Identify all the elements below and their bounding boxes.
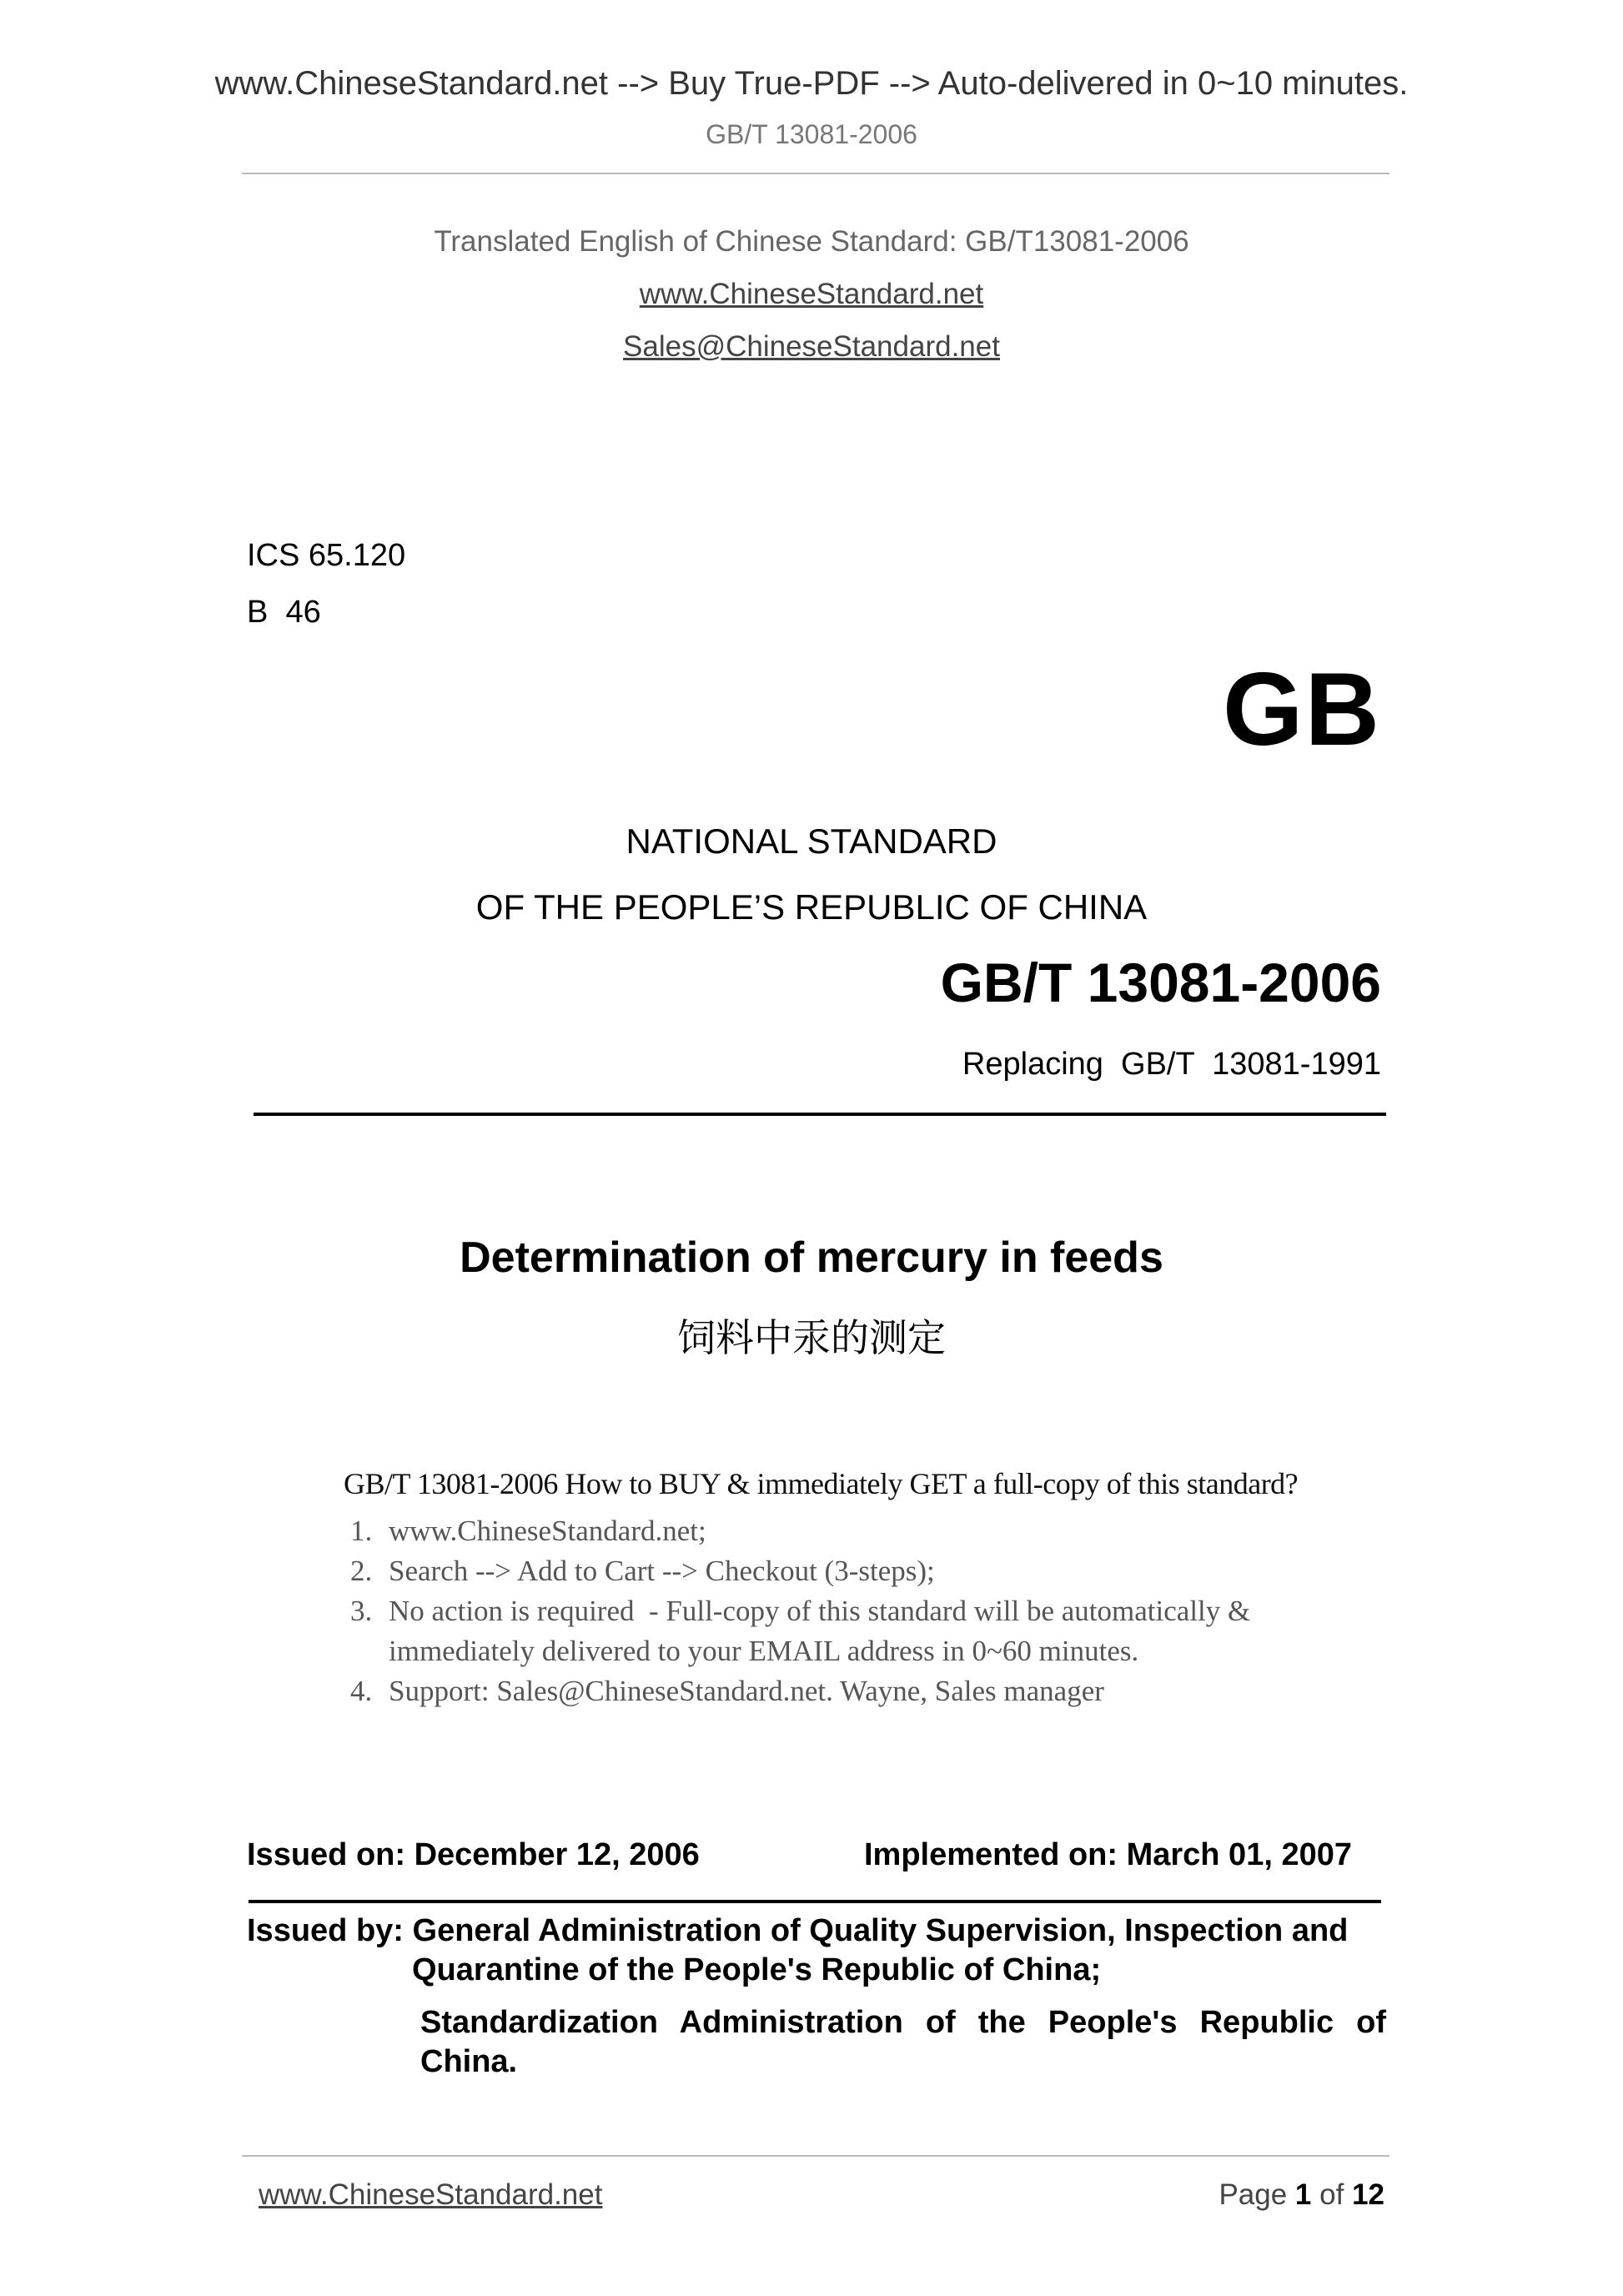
- website-link-wrapper: [0, 278, 1623, 311]
- list-item: [344, 1551, 1386, 1591]
- issued-on-date: Issued on: December 12, 2006: [247, 1837, 700, 1872]
- step-text: No action is required - Full-copy of this standard will be automatically & immediately delivered to your EMAIL address in 0~60 minutes.: [389, 1595, 1258, 1667]
- running-head: GB/T 13081-2006: [706, 119, 917, 149]
- purchase-box: [344, 1466, 1386, 1711]
- step-number: 2.: [350, 1555, 373, 1587]
- step-number: 1.: [350, 1515, 373, 1547]
- page-prefix: Page: [1219, 2178, 1288, 2211]
- title-chinese: 饲料中汞的测定: [677, 1315, 946, 1360]
- list-item: [344, 1671, 1386, 1711]
- header-divider: [242, 173, 1389, 174]
- email-link[interactable]: Sales@ChineseStandard.net: [623, 330, 1000, 363]
- title-divider: [254, 1113, 1386, 1116]
- national-standard-line1: NATIONAL STANDARD: [626, 821, 997, 861]
- list-item: [344, 1511, 1386, 1551]
- issuer-block: [247, 1912, 1386, 2082]
- implemented-on-date: Implemented on: March 01, 2007: [864, 1837, 1352, 1872]
- step-text: Support: Sales@ChineseStandard.net. Wayne, Sales manager: [389, 1675, 1104, 1707]
- page-of: of: [1319, 2178, 1344, 2211]
- gb-logo: GB: [1223, 652, 1381, 767]
- step-text: Search --> Add to Cart --> Checkout (3-steps);: [389, 1555, 935, 1587]
- issue-divider: [249, 1900, 1381, 1903]
- title-english: Determination of mercury in feeds: [460, 1233, 1163, 1282]
- ics-code: ICS 65.120: [247, 538, 406, 573]
- top-banner: www.ChineseStandard.net --> Buy True-PDF --> Auto-delivered in 0~10 minutes.: [214, 65, 1409, 102]
- step-text[interactable]: www.ChineseStandard.net;: [389, 1515, 706, 1547]
- footer-website-link[interactable]: www.ChineseStandard.net: [259, 2178, 603, 2211]
- purchase-heading: GB/T 13081-2006 How to BUY & immediately GET a full-copy of this standard?: [344, 1467, 1299, 1500]
- issuer-org1-line2: Quarantine of the People's Republic of China;: [412, 1952, 1102, 1987]
- national-standard-line2: OF THE PEOPLE’S REPUBLIC OF CHINA: [475, 887, 1148, 927]
- page-total: 12: [1352, 2178, 1384, 2211]
- footer-divider: [242, 2155, 1389, 2157]
- page-current: 1: [1294, 2178, 1312, 2211]
- issuer-org1-line1: General Administration of Quality Supervision, Inspection and: [412, 1913, 1349, 1948]
- ccs-code: B 46: [247, 595, 321, 630]
- page-number: [1219, 2178, 1384, 2212]
- issuer-label: Issued by:: [247, 1913, 404, 1948]
- replacing-note: Replacing GB/T 13081-1991: [962, 1047, 1381, 1082]
- step-number: 3.: [350, 1595, 373, 1627]
- list-item: [344, 1591, 1386, 1671]
- standard-number: GB/T 13081-2006: [940, 952, 1381, 1013]
- issuer-org2: Standardization Administration of the People's Republic of China.: [420, 2005, 1386, 2079]
- email-link-wrapper: [0, 330, 1623, 364]
- step-number: 4.: [350, 1675, 373, 1707]
- translated-notice: Translated English of Chinese Standard: GB/T13081-2006: [434, 225, 1189, 258]
- purchase-steps: [344, 1511, 1386, 1711]
- website-link[interactable]: www.ChineseStandard.net: [639, 278, 984, 310]
